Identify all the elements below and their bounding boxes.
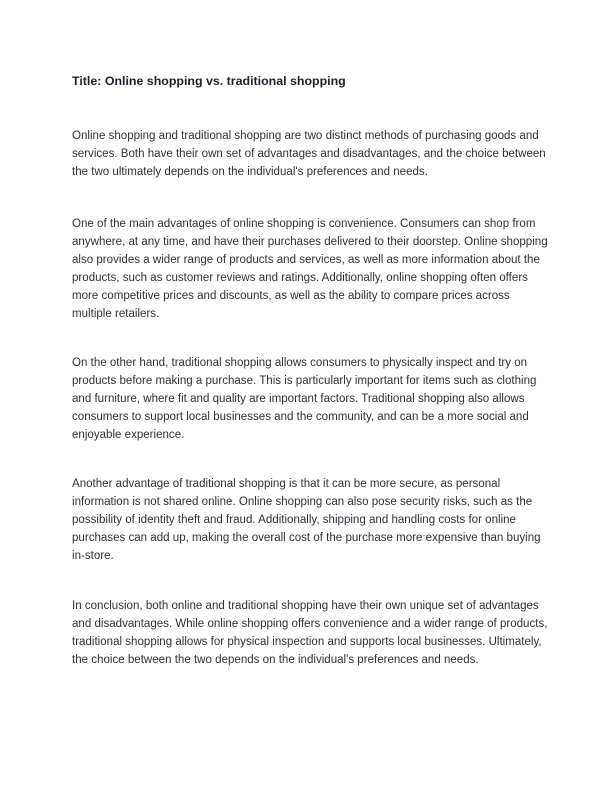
paragraph-traditional-advantages: On the other hand, traditional shopping allows consumers to physically inspect and try on products before making a purchase. This is particularly important for items such as clothing and furniture, where fit and quality are important factors. Traditional shopping also allows consumers to support local businesses and the community, and can be a more social and enjoyable experience. [72,357,537,441]
document-title: Title: Online shopping vs. traditional shopping [72,74,346,88]
paragraph-security: Another advantage of traditional shopping is that it can be more secure, as personal information is not shared online. Online shopping can also pose security risks, such as the possibility of identity theft and fraud. Additionally, shipping and handling costs for online purchases can add up, making the overall cost of the purchase more expensive than buying in-store. [72,478,541,562]
paragraph-conclusion: In conclusion, both online and traditional shopping have their own unique set of advantages and disadvantages. While online shopping offers convenience and a wider range of products, traditional shopping allows for physical inspection and supports local businesses. Ultimately, the choice between the two depends on the individual's preferences and needs. [72,600,548,666]
paragraph-online-advantages: One of the main advantages of online shopping is convenience. Consumers can shop from anywhere, at any time, and have their purchases delivered to their doorstep. Online shopping also provides a wider range of products and services, as well as more information about the products, such as customer reviews and ratings. Additionally, online shopping often offers more competitive prices and discounts, as well as the ability to compare prices across multiple retailers. [72,218,548,320]
paragraph-introduction: Online shopping and traditional shopping are two distinct methods of purchasing goods and services. Both have their own set of advantages and disadvantages, and the choice between the two ultimately depends on the individual's preferences and needs. [72,130,546,178]
